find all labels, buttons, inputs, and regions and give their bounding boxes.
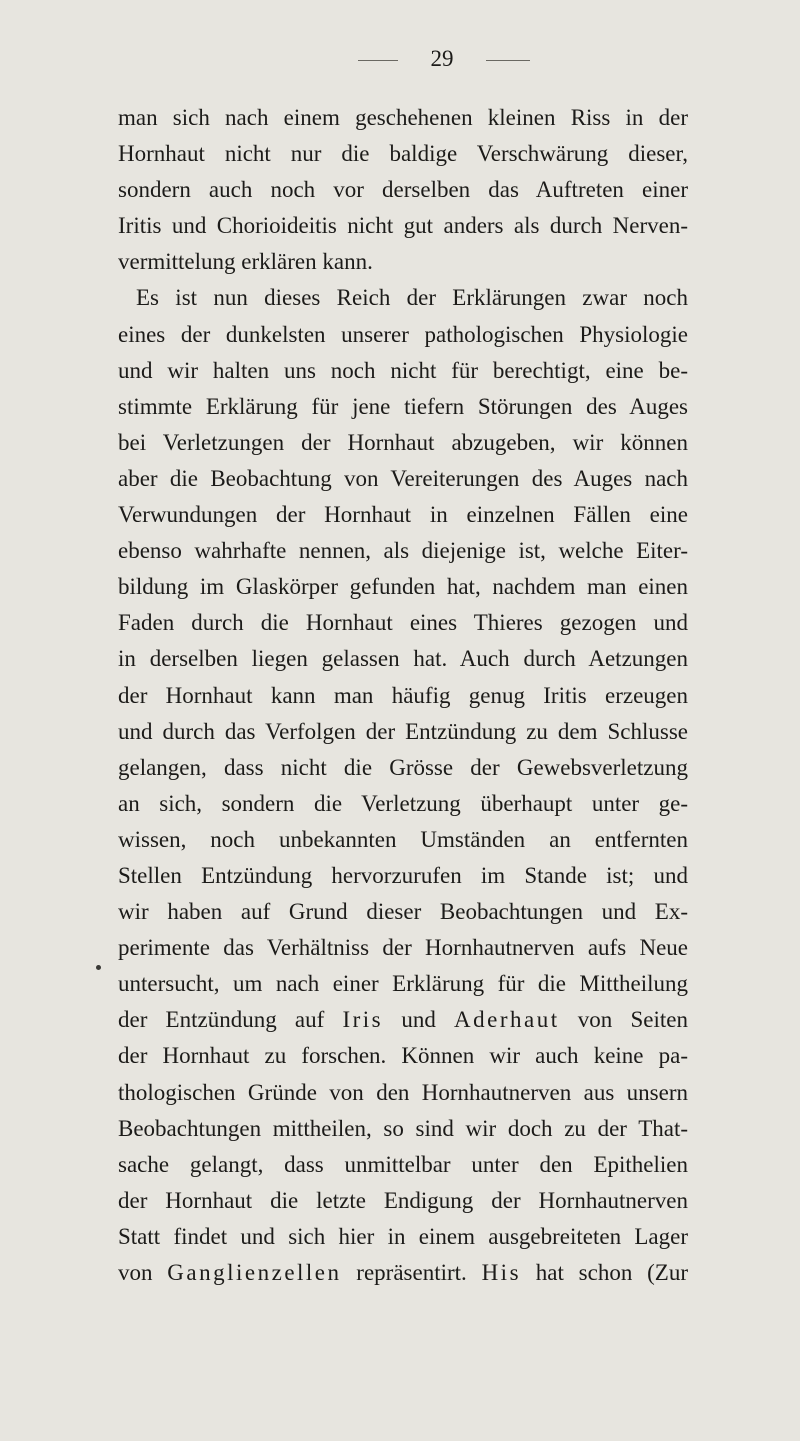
text-line: sondern auch noch vor derselben das Auftreten einer: [118, 177, 688, 203]
text-line: der Hornhaut kann man häufig genug Iritis erzeugen: [118, 682, 688, 708]
spaced-term-ganglienzellen: Ganglienzellen: [167, 1260, 342, 1285]
text-line: bildung im Glaskörper gefunden hat, nachdem man einen: [118, 574, 688, 600]
text-line: Es ist nun dieses Reich der Erklärungen zwar noch: [136, 285, 688, 311]
ink-dot-mark: [96, 965, 101, 970]
text-line: der Hornhaut die letzte Endigung der Hornhautnerven: [118, 1187, 688, 1213]
text-segment: repräsentirt.: [341, 1260, 482, 1285]
text-line: der Hornhaut zu forschen. Können wir auch keine pa-: [118, 1043, 688, 1069]
text-line: an sich, sondern die Verletzung überhaupt unter ge-: [118, 790, 688, 816]
text-line: eines der dunkelsten unserer pathologischen Physiologie: [118, 321, 688, 347]
text-segment: von Seiten: [559, 1007, 688, 1033]
text-line: perimente das Verhältniss der Hornhautnerven aufs Neue: [118, 935, 688, 961]
text-line: Beobachtungen mittheilen, so sind wir doch zu der That-: [118, 1115, 688, 1141]
text-line: vermittelung erklären kann.: [118, 249, 373, 275]
text-line: wir haben auf Grund dieser Beobachtungen und Ex-: [118, 899, 688, 925]
spaced-term-his: His: [481, 1260, 522, 1285]
text-line: gelangen, dass nicht die Grösse der Gewebsverletzung: [118, 754, 688, 780]
body-text: [118, 100, 688, 1291]
page-number: 29: [430, 46, 454, 71]
text-line: in derselben liegen gelassen hat. Auch durch Aetzungen: [118, 646, 688, 672]
text-line-spaced-terms: [118, 1002, 688, 1038]
text-segment: hat schon (Zur: [521, 1260, 688, 1285]
text-line: man sich nach einem geschehenen kleinen Riss in der: [118, 105, 688, 130]
text-line: und wir halten uns noch nicht für berechtigt, eine be-: [118, 357, 688, 383]
text-line: sache gelangt, dass unmittelbar unter den Epithelien: [118, 1151, 688, 1177]
spaced-term-iris: Iris: [342, 1007, 384, 1033]
header-rule-right: [486, 60, 530, 61]
text-segment: der Entzündung auf: [118, 1007, 343, 1033]
text-line: Faden durch die Hornhaut eines Thieres gezogen und: [118, 610, 688, 636]
header-rule-left: [358, 60, 398, 61]
text-line: Statt findet und sich hier in einem ausgebreiteten Lager: [118, 1223, 688, 1249]
text-line: ebenso wahrhafte nennen, als diejenige ist, welche Eiter-: [118, 538, 688, 564]
text-line: Hornhaut nicht nur die baldige Verschwärung dieser,: [118, 141, 688, 167]
text-segment: von: [118, 1260, 168, 1285]
text-line: aber die Beobachtung von Vereiterungen des Auges nach: [118, 465, 688, 491]
text-line: wissen, noch unbekannten Umständen an entfernten: [118, 826, 688, 852]
text-line-spaced-terms: [118, 1255, 688, 1291]
text-line: Iritis und Chorioideitis nicht gut anders als durch Nerven-: [118, 213, 688, 239]
text-line: Stellen Entzündung hervorzurufen im Stande ist; und: [118, 862, 688, 888]
text-line: stimmte Erklärung für jene tiefern Störungen des Auges: [118, 393, 688, 419]
text-segment: und: [383, 1007, 455, 1033]
text-line: Verwundungen der Hornhaut in einzelnen Fällen eine: [118, 502, 688, 528]
text-line: untersucht, um nach einer Erklärung für die Mittheilung: [118, 971, 688, 997]
spaced-term-aderhaut: Aderhaut: [454, 1007, 560, 1033]
text-line: und durch das Verfolgen der Entzündung zu dem Schlusse: [118, 718, 688, 744]
page-header: [0, 44, 800, 74]
text-line: bei Verletzungen der Hornhaut abzugeben, wir können: [118, 429, 688, 455]
text-line: thologischen Gründe von den Hornhautnerven aus unsern: [118, 1079, 688, 1105]
